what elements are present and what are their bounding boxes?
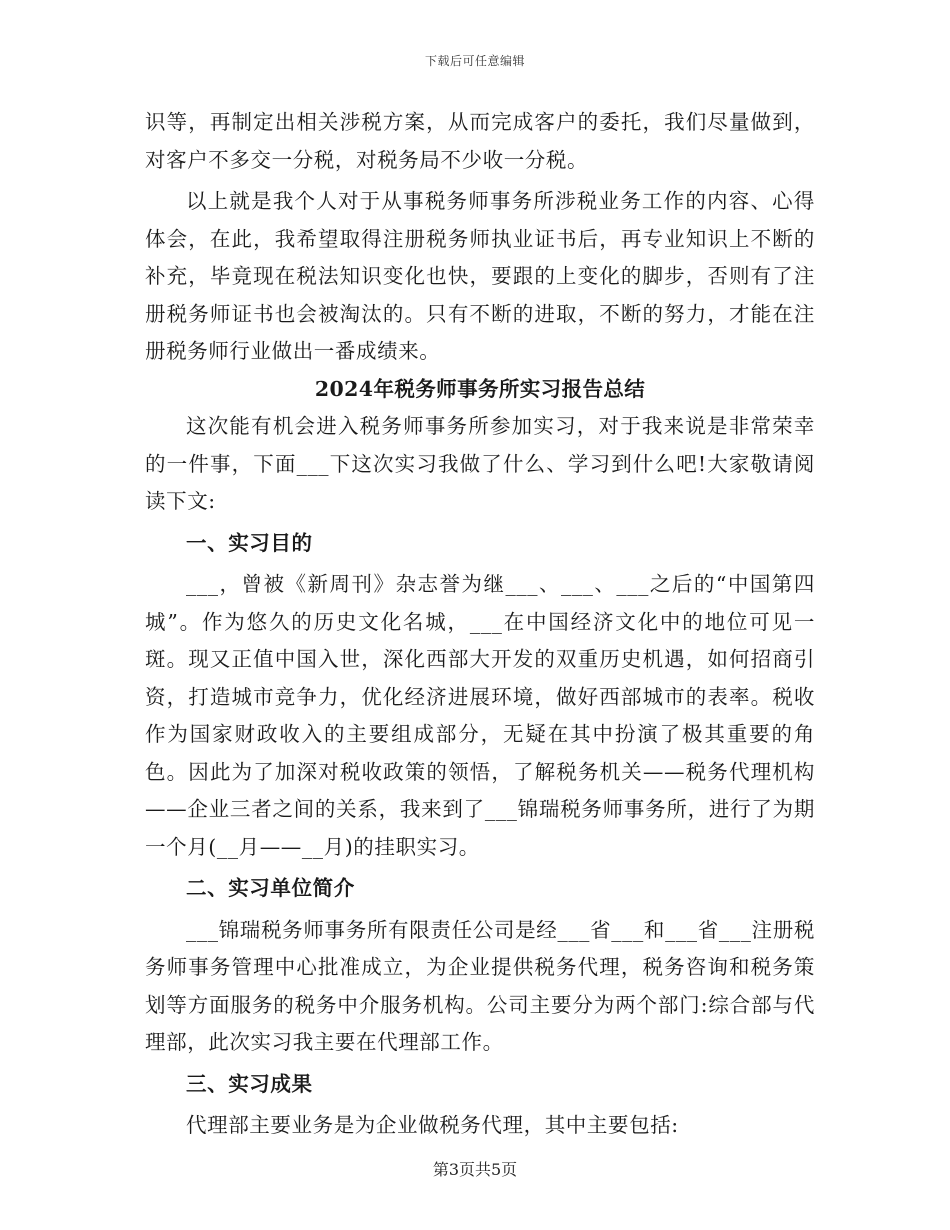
section-heading-results: 三、实习成果 <box>186 1071 313 1096</box>
intro-paragraph: 这次能有机会进入税务师事务所参加实习，对于我来说是非常荣幸的一件事，下面___下这次实习我做了什么、学习到什么吧!大家敬请阅读下文: <box>145 414 815 513</box>
page-header: 下载后可任意编辑 <box>424 54 525 68</box>
summary-paragraph: 以上就是我个人对于从事税务师事务所涉税业务工作的内容、心得体会，在此，我希望取得注册税务师执业证书后，再专业知识上不断的补充，毕竟现在税法知识变化也快，要跟的上变化的脚步，否则有了注册税务师证书也会被淘汰的。只有不断的进取，不断的努力，才能在注册税务师行业做出一番成绩来。 <box>145 189 815 363</box>
continuation-paragraph: 识等，再制定出相关涉税方案，从而完成客户的委托，我们尽量做到，对客户不多交一分税，对税务局不少收一分税。 <box>145 110 815 172</box>
section-heading-purpose: 一、实习目的 <box>186 530 313 555</box>
section-company-text: ___锦瑞税务师事务所有限责任公司是经___省___和___省___注册税务师事务管理中心批准成立，为企业提供税务代理，税务咨询和税务策划等方面服务的税务中介服务机构。公司主要分为两个部门:综合部与代理部，此次实习我主要在代理部工作。 <box>145 917 815 1054</box>
page-number: 第3页共5页 <box>432 1160 518 1179</box>
document-body <box>145 104 815 1145</box>
section-purpose-text: ___，曾被《新周刊》杂志誉为继___、___、___之后的“中国第四城”。作为悠久的历史文化名城，___在中国经济文化中的地位可见一斑。现又正值中国入世，深化西部大开发的双重历史机遇，如何招商引资，打造城市竞争力，优化经济进展环境，做好西部城市的表率。税收作为国家财政收入的主要组成部分，无疑在其中扮演了极其重要的角色。因此为了加深对税收政策的领悟，了解税务机关——税务代理机构——企业三者之间的关系，我来到了___锦瑞税务师事务所，进行了为期一个月(__月——__月)的挂职实习。 <box>145 572 815 859</box>
document-title: 2024年税务师事务所实习报告总结 <box>314 376 646 401</box>
section-heading-company: 二、实习单位简介 <box>186 876 355 900</box>
section-results-text: 代理部主要业务是为企业做税务代理，其中主要包括: <box>186 1113 679 1137</box>
